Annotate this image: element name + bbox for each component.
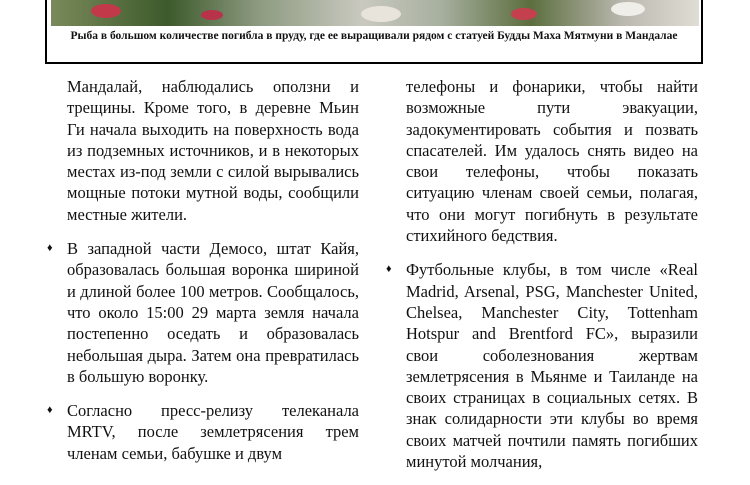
pond-photo xyxy=(51,0,699,26)
bullet-icon: ♦ xyxy=(386,263,392,276)
left-column xyxy=(47,76,359,477)
left-paragraph: Мандалай, наблюдались оползни и трещины. Кроме того, в деревне Мьин Ги начала выходить на поверхность вода из подземных источников, и в некоторых местах из-под земли с силой вырывались мощные потоки мутной воды, сообщили местные жители. xyxy=(67,77,359,224)
bullet-icon: ♦ xyxy=(47,242,53,255)
fish-decoration xyxy=(611,2,645,16)
figure xyxy=(45,0,703,64)
left-bullet-text-2: Согласно пресс-релизу телеканала MRTV, после землетрясения трем членам семьи, бабушке и двум xyxy=(67,401,359,463)
bullet-icon: ♦ xyxy=(47,404,53,417)
flower-decoration xyxy=(511,8,537,20)
left-bullet-text-1: В западной части Демосо, штат Кайя, образовалась большая воронка шириной и длиной более 100 метров. Сообщалось, что около 15:00 29 марта земля начала постепенно оседать и образовалась небольшая дыра. Затем она превратилась в большую воронку. xyxy=(67,239,359,386)
fish-decoration xyxy=(361,6,401,22)
flower-decoration xyxy=(91,4,121,18)
flower-decoration xyxy=(201,10,223,20)
left-bullet-item xyxy=(47,238,359,387)
figure-caption: Рыба в большом количестве погибла в пруду, где ее выращивали рядом с статуей Будды Маха Мятмуни в Мандалае xyxy=(70,30,678,42)
left-bullet-item xyxy=(47,400,359,464)
right-bullet-text-1: Футбольные клубы, в том числе «Real Madrid, Arsenal, PSG, Manchester United, Chelsea, Manchester City, Tottenham Hotspur and Brentford FC», выразили свои соболезнования жертвам землетрясения в Мьянме и Таиланде на своих страницах в социальных сетях. В знак солидарности эти клубы во время своих матчей почтили память погибших минутой молчания, xyxy=(406,260,698,472)
right-column xyxy=(386,76,698,485)
right-paragraph: телефоны и фонарики, чтобы найти возможные пути эвакуации, задокументировать события и позвать спасателей. Им удалось снять видео на свои телефоны, чтобы показать ситуацию членам своей семьи, полагая, что они могут погибнуть в результате стихийного бедствия. xyxy=(406,77,698,246)
right-bullet-item xyxy=(386,259,698,472)
